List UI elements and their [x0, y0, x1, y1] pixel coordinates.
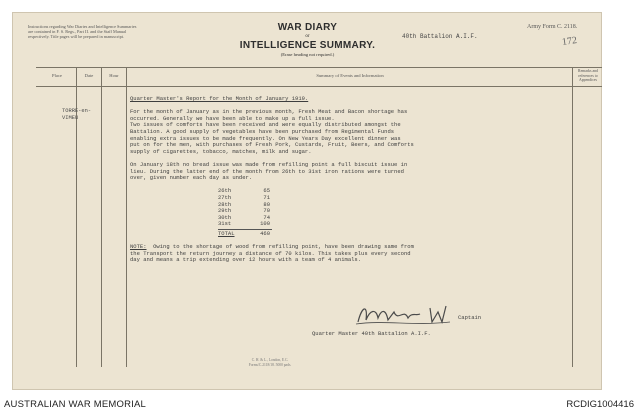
note-text: Owing to the shortage of wood from refilling point, have been drawing same from — [153, 243, 414, 251]
table-day: 26th — [218, 187, 232, 195]
table-day: 29th — [218, 207, 232, 215]
p2-line: On January 18th no bread issue was made from refilling point a full biscuit issue in — [130, 160, 408, 168]
entry-place — [62, 108, 91, 121]
col-header-place: Place — [52, 73, 62, 78]
p1-line: For the month of January as in the previous month, Fresh Meat and Bacon shortage has — [130, 108, 408, 116]
folio-number: 172 — [561, 35, 578, 48]
table-day: 27th — [218, 193, 232, 201]
place-line-1: TORRE-en- — [62, 108, 92, 114]
p2-line: over, given number each day as under. — [130, 174, 253, 182]
table-value: 65 — [263, 187, 270, 195]
table-value: 71 — [263, 193, 270, 201]
table-value: 70 — [263, 207, 270, 215]
table-day: 28th — [218, 200, 232, 208]
col-divider-remarks — [572, 67, 573, 367]
table-day: 31st — [218, 220, 232, 228]
report-heading: Quarter Master's Report for the Month of January 1919. — [130, 95, 309, 102]
table-total-value: 460 — [260, 229, 270, 237]
printer-imprint — [180, 358, 360, 367]
signatory-rank: Captain — [458, 314, 482, 321]
p2-line: lieu. During the latter end of the month from 26th to 31st iron rations were turned — [130, 167, 404, 175]
title-intelligence-summary: INTELLIGENCE SUMMARY. — [239, 40, 376, 51]
archive-name: AUSTRALIAN WAR MEMORIAL — [4, 399, 147, 410]
note-label: NOTE: — [130, 243, 147, 251]
title-or: or — [305, 34, 310, 39]
printer-line-2: Forms/C.2118/18. 5000 pads. — [248, 362, 292, 367]
signature-scribble — [354, 302, 454, 328]
p1-line: supply of cigarettes, tobacco, matches, milk and sugar. — [130, 147, 312, 155]
header-rule-top — [36, 67, 602, 68]
place-line-2: VIMEU — [62, 114, 79, 121]
table-total-row — [218, 231, 560, 238]
note-line: the Transport the return journey a distance of 70 kilos. This takes plus every second — [130, 249, 411, 257]
iron-rations-table — [218, 188, 560, 237]
title-war-diary: WAR DIARY — [277, 22, 338, 33]
table-value: 80 — [263, 200, 270, 208]
title-subtitle: (Erase heading not required.) — [280, 52, 335, 57]
p1-line: enabling extra issues to be made frequently. On New Years Day excellent dinner was — [130, 134, 401, 142]
instructions-text: Instructions regarding War Diaries and Intelligence Summaries are contained in F. S. Regs., Part II. and the Staff Manual respectively. Title pages will be prepared in manuscript. — [28, 24, 137, 40]
col-divider-date — [101, 67, 102, 367]
title-block — [220, 22, 395, 57]
col-header-remarks: Remarks and references to Appendices — [578, 69, 598, 83]
p1-line: Battalion. A good supply of vegetables have been purchased from Regimental Funds — [130, 127, 395, 135]
table-row — [218, 221, 560, 228]
unit-name: 40th Battalion A.I.F. — [402, 33, 478, 40]
p1-line: put on for the men, with purchases of Fresh Pork, Custards, Fruit, Beers, and Comforts — [130, 141, 414, 149]
col-header-hour: Hour — [109, 73, 119, 78]
col-header-date: Date — [84, 73, 94, 78]
note-line: day and means a trip extending over 12 hours with a team of 4 animals. — [130, 256, 362, 264]
entry-summary — [130, 96, 560, 264]
form-number: Army Form C. 2118. — [527, 24, 578, 30]
table-total-label: TOTAL — [218, 229, 235, 237]
col-header-summary: Summary of Events and Information — [316, 73, 384, 78]
table-value: 100 — [260, 220, 270, 228]
signatory-appointment: Quarter Master 40th Battalion A.I.F. — [312, 330, 431, 337]
header-rule-bottom — [36, 86, 602, 87]
printer-line-1: C. H. & L., London, E.C. — [251, 358, 289, 362]
p1-line: occurred. Generally we have been able to make up a full issue. — [130, 114, 335, 122]
record-id: RCDIG1004416 — [566, 399, 634, 410]
table-day: 30th — [218, 213, 232, 221]
table-value: 74 — [263, 213, 270, 221]
col-divider-hour — [126, 67, 127, 367]
p1-line: Two issues of comforts have been received and were equally distributed amongst the — [130, 121, 401, 129]
signature — [354, 302, 454, 332]
